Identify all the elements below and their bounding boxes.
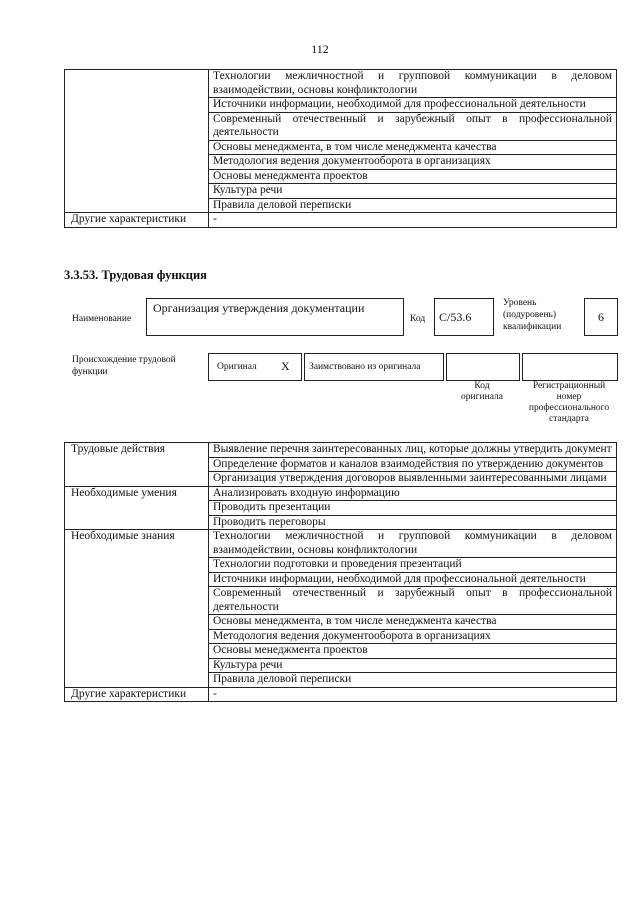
top-knowledge-item: Культура речи	[209, 184, 617, 199]
top-knowledge-item: Основы менеджмента, в том числе менеджмента качества	[209, 140, 617, 155]
knowledge-item: Методология ведения документооборота в организациях	[209, 629, 617, 644]
skill-item: Проводить презентации	[209, 501, 617, 516]
level-value: 6	[598, 310, 604, 324]
knowledge-item: Основы менеджмента, в том числе менеджмента качества	[209, 615, 617, 630]
name-box	[146, 298, 404, 336]
section-title: 3.3.53. Трудовая функция	[64, 268, 207, 282]
code-original-box	[446, 353, 520, 381]
top-label-cell	[65, 70, 209, 213]
skill-item: Проводить переговоры	[209, 515, 617, 530]
knowledge-label: Необходимые знания	[65, 530, 209, 688]
reg-caption-2: номер	[556, 392, 582, 402]
top-knowledge-table	[64, 69, 617, 228]
top-knowledge-item: Источники информации, необходимой для профессиональной деятельности	[209, 98, 617, 113]
original-label: Оригинал	[217, 362, 257, 372]
top-knowledge-item: Современный отечественный и зарубежный опыт в профессиональной деятельности	[209, 112, 617, 140]
top-other-label: Другие характеристики	[65, 213, 209, 228]
name-value: Организация утверждения документации	[153, 301, 365, 315]
page-number: 112	[311, 42, 329, 56]
top-knowledge-item: Технологии межличностной и групповой коммуникации в деловом взаимодействии, основы конфликтологии	[209, 70, 617, 98]
level-box	[584, 298, 618, 336]
origin-label-1: Происхождение трудовой	[72, 355, 176, 365]
knowledge-item: Основы менеджмента проектов	[209, 644, 617, 659]
code-box	[434, 298, 494, 336]
borrowed-box	[304, 353, 444, 381]
action-item: Определение форматов и каналов взаимодействия по утверждению документов	[209, 457, 617, 472]
name-label: Наименование	[72, 314, 132, 324]
original-mark: X	[281, 359, 290, 373]
reg-number-box	[522, 353, 618, 381]
reg-caption-1: Регистрационный	[532, 381, 606, 391]
action-item: Организация утверждения договоров выявленными заинтересованными лицами	[209, 472, 617, 487]
code-original-caption-1: Код	[474, 381, 490, 391]
code-label: Код	[410, 314, 426, 324]
reg-caption-3: профессионального	[528, 403, 610, 413]
level-label-1: Уровень	[503, 298, 537, 308]
other-value: -	[209, 687, 617, 702]
skill-item: Анализировать входную информацию	[209, 486, 617, 501]
knowledge-item: Правила деловой переписки	[209, 673, 617, 688]
origin-label-2: функции	[72, 367, 108, 377]
top-knowledge-item: Основы менеджмента проектов	[209, 169, 617, 184]
reg-caption-4: стандарта	[549, 414, 589, 424]
other-label: Другие характеристики	[65, 687, 209, 702]
actions-label: Трудовые действия	[65, 443, 209, 487]
knowledge-item: Источники информации, необходимой для профессиональной деятельности	[209, 572, 617, 587]
code-value: C/53.6	[439, 310, 472, 324]
level-label-3: квалификации	[503, 322, 562, 332]
main-function-table	[64, 442, 617, 702]
knowledge-item: Современный отечественный и зарубежный опыт в профессиональной деятельности	[209, 587, 617, 615]
knowledge-item: Культура речи	[209, 658, 617, 673]
top-knowledge-item: Правила деловой переписки	[209, 198, 617, 213]
borrowed-label: Заимствовано из оригинала	[309, 362, 421, 372]
level-label-2: (подуровень)	[503, 310, 557, 320]
original-box	[208, 353, 302, 381]
top-knowledge-item: Методология ведения документооборота в организациях	[209, 155, 617, 170]
top-other-value: -	[209, 213, 617, 228]
knowledge-item: Технологии подготовки и проведения презентаций	[209, 558, 617, 573]
action-item: Выявление перечня заинтересованных лиц, которые должны утвердить документ	[209, 443, 617, 458]
knowledge-item: Технологии межличностной и групповой коммуникации в деловом взаимодействии, основы конфликтологии	[209, 530, 617, 558]
skills-label: Необходимые умения	[65, 486, 209, 530]
code-original-caption-2: оригинала	[461, 392, 503, 402]
